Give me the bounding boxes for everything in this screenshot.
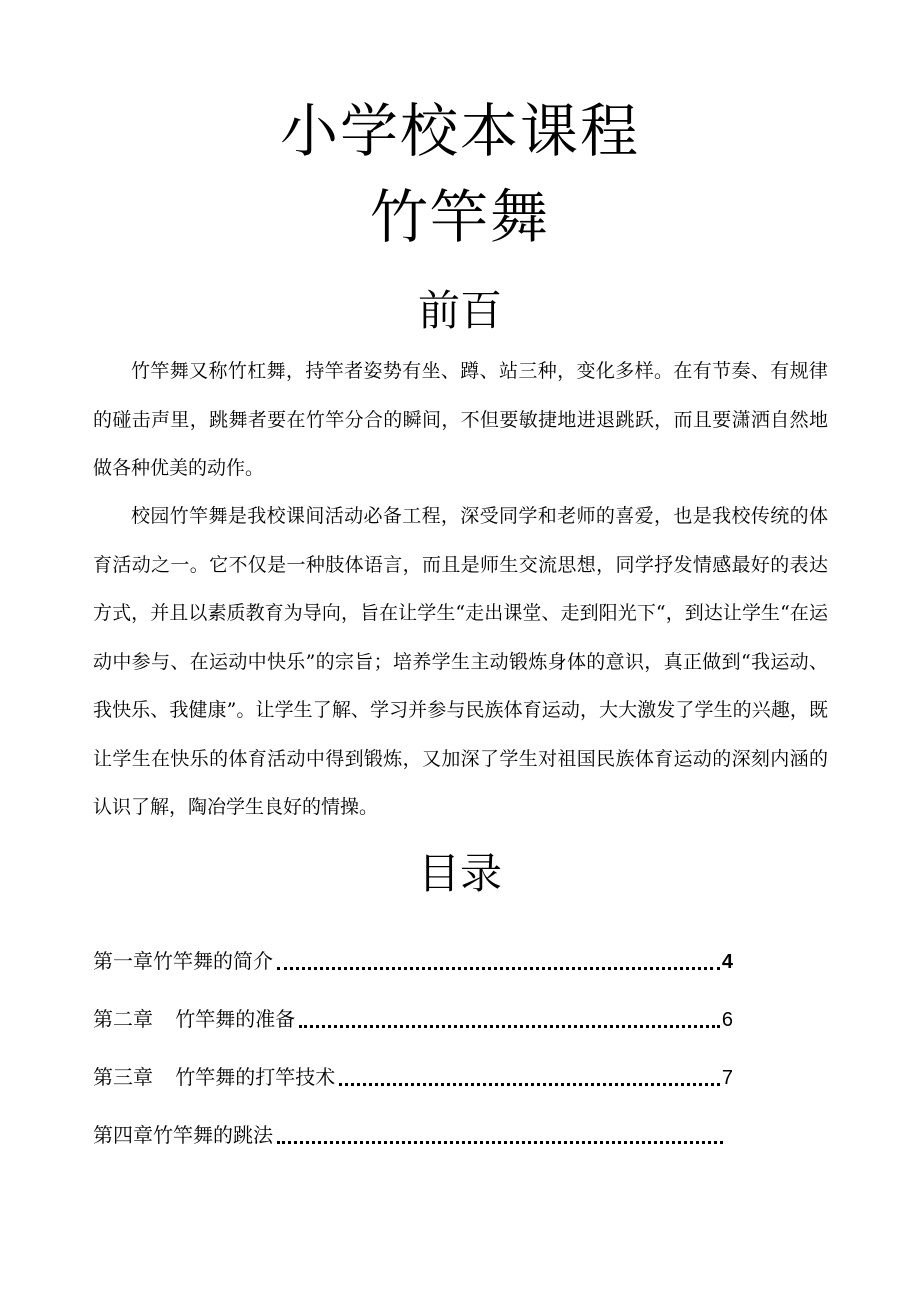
toc-entry-page: 6: [721, 1009, 733, 1031]
toc-entry[interactable]: [93, 1032, 733, 1090]
document-title: 小学校本课程: [279, 97, 640, 165]
preface-heading: 前百: [417, 286, 502, 335]
toc-entry[interactable]: [93, 916, 733, 974]
toc-heading: 目录: [417, 849, 502, 898]
toc-dot-leader: [277, 966, 720, 970]
toc-dot-leader: [339, 1082, 720, 1086]
toc-dot-leader: [277, 1140, 723, 1144]
document-subtitle: 竹竿舞: [369, 183, 550, 251]
preface-paragraph: 校园竹竿舞是我校课间活动必备工程，深受同学和老师的喜爱，也是我校传统的体育活动之一。它不仅是一种肢体语言，而且是师生交流思想，同学抒发情感最好的表达方式，并且以素质教育为导向，旨在让学生“走出课堂、走到阳光下“，到达让学生“在运动中参与、在运动中快乐”的宗旨；培养学生主动锻炼身体的意识，真正做到“我运动、我快乐、我健康”。让学生了解、学习并参与民族体育运动，大大激发了学生的兴趣，既让学生在快乐的体育活动中得到锻炼，又加深了学生对祖国民族体育运动的深刻内涵的认识了解，陶冶学生良好的情操。: [93, 505, 828, 818]
toc-entry-label: 第一章竹竿舞的简介: [93, 951, 273, 973]
toc-entry-label: 第四章竹竿舞的跳法: [93, 1125, 273, 1147]
toc-entry-page: 4: [721, 951, 733, 973]
toc-dot-leader: [299, 1024, 720, 1028]
toc-entry-label: 第三章 竹竿舞的打竿技术: [93, 1067, 336, 1089]
toc-entry-label: 第二章 竹竿舞的准备: [93, 1009, 296, 1031]
toc-entry[interactable]: [93, 974, 733, 1032]
toc-entry[interactable]: [93, 1090, 733, 1148]
preface-paragraph: 竹竿舞又称竹杠舞，持竿者姿势有坐、蹲、站三种，变化多样。在有节奏、有规律的碰击声里，跳舞者要在竹竿分合的瞬间，不但要敏捷地进退跳跃，而且要潇洒自然地做各种优美的动作。: [93, 360, 828, 479]
table-of-contents: [93, 916, 733, 1148]
toc-entry-page: 7: [721, 1067, 733, 1089]
